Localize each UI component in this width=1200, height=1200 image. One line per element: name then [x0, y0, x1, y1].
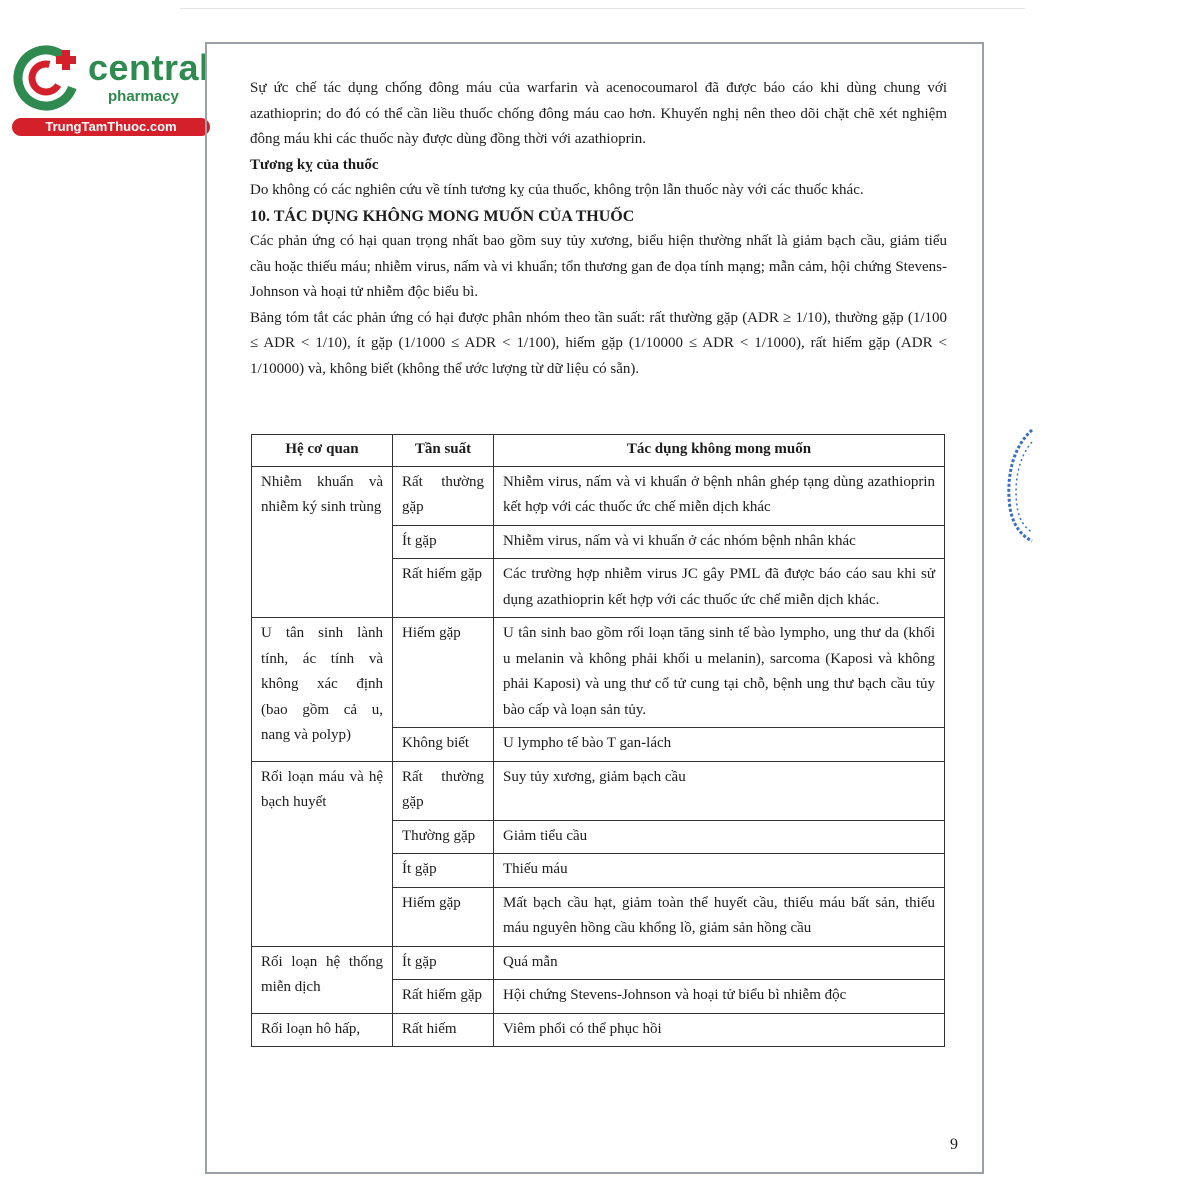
- organ-cell: Nhiễm khuẩn và nhiễm ký sinh trùng: [252, 466, 393, 618]
- table-row: [252, 466, 945, 525]
- effect-cell: Mất bạch cầu hạt, giảm toàn thể huyết cầu, thiếu máu bất sản, thiếu máu nguyên hồng cầu khổng lồ, giảm sản hồng cầu: [494, 887, 945, 946]
- frequency-cell: Rất thường gặp: [393, 761, 494, 820]
- table-row: [252, 618, 945, 728]
- paragraph-adverse-intro: Các phản ứng có hại quan trọng nhất bao gồm suy tủy xương, biểu hiện thường nhất là giảm bạch cầu, giảm tiểu cầu hoặc thiếu máu; nhiễm virus, nấm và vi khuẩn; tổn thương gan đe dọa tính mạng; mẫn cảm, hội chứng Stevens-Johnson và hoại tử nhiễm độc biểu bì.: [250, 233, 947, 300]
- table-header-row: [252, 435, 945, 467]
- document-body: [250, 76, 947, 382]
- table-row: [252, 1013, 945, 1047]
- effect-cell: Hội chứng Stevens-Johnson và hoại tử biểu bì nhiễm độc: [494, 980, 945, 1014]
- frequency-cell: Rất hiếm gặp: [393, 559, 494, 618]
- frequency-cell: Rất hiếm: [393, 1013, 494, 1047]
- logo-brand-text: central: [88, 47, 210, 88]
- cross-logo-icon: [10, 40, 90, 120]
- organ-cell: Rối loạn hệ thống miễn dịch: [252, 946, 393, 1013]
- frequency-cell: Hiếm gặp: [393, 618, 494, 728]
- frequency-cell: Ít gặp: [393, 854, 494, 888]
- frequency-cell: Rất thường gặp: [393, 466, 494, 525]
- frequency-cell: Ít gặp: [393, 525, 494, 559]
- effect-cell: Nhiễm virus, nấm và vi khuẩn ở các nhóm bệnh nhân khác: [494, 525, 945, 559]
- effect-cell: Quá mẫn: [494, 946, 945, 980]
- effect-cell: Suy tủy xương, giảm bạch cầu: [494, 761, 945, 820]
- section-title: 10. TÁC DỤNG KHÔNG MONG MUỐN CỦA THUỐC: [250, 207, 635, 225]
- subheading-incompatibility: Tương kỵ của thuốc: [250, 156, 379, 173]
- adverse-effects-table: [251, 434, 945, 1047]
- paragraph-incompatibility: Do không có các nghiên cứu về tính tương kỵ của thuốc, không trộn lẫn thuốc này với các thuốc khác.: [250, 182, 864, 198]
- col-header-effect: Tác dụng không mong muốn: [494, 435, 945, 467]
- effect-cell: Viêm phổi có thể phục hồi: [494, 1013, 945, 1047]
- frequency-cell: Thường gặp: [393, 820, 494, 854]
- effect-cell: U lympho tế bào T gan-lách: [494, 728, 945, 762]
- stamp-seal-icon: [1004, 428, 1034, 543]
- paragraph-frequency: Bảng tóm tắt các phản ứng có hại được phân nhóm theo tần suất: rất thường gặp (ADR ≥ 1/10), thường gặp (1/100 ≤ ADR < 1/10), ít gặp (1/1000 ≤ ADR < 1/100), hiếm gặp (1/10000 ≤ ADR < 1/1000), rất hiếm gặp (ADR < 1/10000) và, không biết (không thể ước lượng từ dữ liệu có sẵn).: [250, 309, 947, 377]
- logo-url-badge[interactable]: TrungTamThuoc.com: [12, 118, 210, 136]
- table-row: [252, 761, 945, 820]
- col-header-frequency: Tần suất: [393, 435, 494, 467]
- logo-sub-text: pharmacy: [108, 88, 179, 105]
- organ-cell: Rối loạn hô hấp,: [252, 1013, 393, 1047]
- effect-cell: U tân sinh bao gồm rối loạn tăng sinh tế bào lympho, ung thư da (khối u melanin và không phải khối u melanin), sarcoma (Kaposi và không phải Kaposi) và ung thư cổ tử cung tại chỗ, bệnh ung thư bạch cầu tủy bào cấp và loạn sản tủy.: [494, 618, 945, 728]
- organ-cell: U tân sinh lành tính, ác tính và không xác định (bao gồm cả u, nang và polyp): [252, 618, 393, 762]
- frequency-cell: Không biết: [393, 728, 494, 762]
- paragraph-warfarin: Sự ức chế tác dụng chống đông máu của warfarin và acenocoumarol đã được báo cáo khi dùng chung với azathioprin; do đó có thể cần liều thuốc chống đông máu cao hơn. Khuyến nghị nên theo dõi chặt chẽ xét nghiệm đông máu khi các thuốc này được dùng đồng thời với azathioprin.: [250, 80, 947, 147]
- scan-edge: [180, 8, 1025, 9]
- effect-cell: Thiếu máu: [494, 854, 945, 888]
- organ-cell: Rối loạn máu và hệ bạch huyết: [252, 761, 393, 946]
- frequency-cell: Rất hiếm gặp: [393, 980, 494, 1014]
- col-header-organ: Hệ cơ quan: [252, 435, 393, 467]
- page-number: 9: [950, 1136, 958, 1153]
- frequency-cell: Hiếm gặp: [393, 887, 494, 946]
- effect-cell: Các trường hợp nhiễm virus JC gây PML đã được báo cáo sau khi sử dụng azathioprin kết hợp với các thuốc ức chế miễn dịch khác.: [494, 559, 945, 618]
- table-row: [252, 946, 945, 980]
- effect-cell: Nhiễm virus, nấm và vi khuẩn ở bệnh nhân ghép tạng dùng azathioprin kết hợp với các thuốc ức chế miễn dịch khác: [494, 466, 945, 525]
- frequency-cell: Ít gặp: [393, 946, 494, 980]
- effect-cell: Giảm tiểu cầu: [494, 820, 945, 854]
